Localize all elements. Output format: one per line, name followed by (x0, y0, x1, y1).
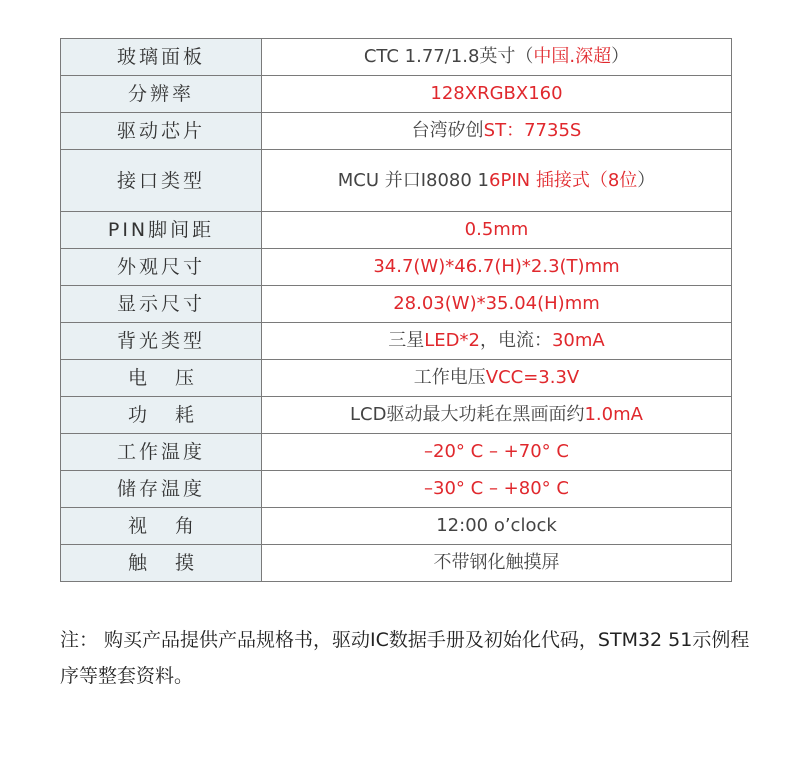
spec-label (61, 286, 262, 323)
spec-row (61, 545, 732, 582)
spec-label (61, 508, 262, 545)
spec-label (61, 39, 262, 76)
spec-label (61, 323, 262, 360)
spec-value (262, 508, 732, 545)
spec-label (61, 397, 262, 434)
spec-value-segment: 中国.深超 (533, 46, 612, 67)
spec-label-text: 背光类型 (116, 330, 205, 352)
spec-value (262, 150, 732, 212)
spec-label (61, 76, 262, 113)
spec-value-segment: MCU 并口I8080 1 (337, 169, 490, 191)
spec-value (262, 360, 732, 397)
spec-label (61, 434, 262, 471)
spec-value (262, 113, 732, 150)
spec-row (61, 249, 732, 286)
spec-label-text: 驱动芯片 (116, 120, 205, 142)
spec-value-segment: 28.03(W)*35.04(H)mm (393, 293, 600, 314)
spec-value-segment: 1.0mA (584, 404, 643, 425)
spec-row (61, 397, 732, 434)
spec-value-segment: 三星 (388, 330, 425, 351)
spec-label-text: PIN脚间距 (107, 219, 215, 241)
spec-label-text: 外观尺寸 (116, 256, 205, 278)
spec-row (61, 212, 732, 249)
spec-value-segment: ） (637, 169, 656, 191)
spec-row (61, 508, 732, 545)
spec-value-segment: ST：7735S (483, 120, 582, 141)
spec-value-segment: 台湾矽创 (411, 120, 484, 141)
spec-row (61, 113, 732, 150)
spec-label (61, 471, 262, 508)
spec-value (262, 323, 732, 360)
spec-value-segment: 工作电压 (413, 367, 486, 388)
spec-label-text: 分辨率 (127, 83, 194, 105)
spec-value (262, 545, 732, 582)
spec-value (262, 397, 732, 434)
spec-value-segment: 不带钢化触摸屏 (433, 552, 560, 573)
spec-value (262, 286, 732, 323)
spec-label (61, 545, 262, 582)
spec-value (262, 39, 732, 76)
spec-table (60, 38, 732, 582)
spec-value-segment: LCD驱动最大功耗在黑画面约 (350, 404, 585, 425)
spec-value (262, 212, 732, 249)
spec-value-segment: ） (611, 46, 630, 67)
spec-row (61, 434, 732, 471)
spec-value-segment: ，电流： (479, 330, 552, 351)
spec-row (61, 39, 732, 76)
spec-row (61, 76, 732, 113)
spec-value-segment: CTC 1.77/1.8英寸（ (363, 46, 534, 67)
spec-value-segment: 0.5mm (464, 219, 529, 240)
spec-value-segment: 34.7(W)*46.7(H)*2.3(T)mm (373, 256, 620, 277)
spec-label (61, 113, 262, 150)
spec-value-segment: 8位 (607, 169, 638, 191)
spec-value-segment: 30mA (551, 330, 605, 351)
footnote: 注： 购买产品提供产品规格书，驱动IC数据手册及初始化代码，STM32 51示例程序等整套资料。 (60, 629, 750, 687)
spec-value-segment: 12:00 o’clock (436, 515, 557, 536)
spec-row (61, 471, 732, 508)
spec-label-text: 电压 (127, 367, 222, 389)
spec-label-text: 显示尺寸 (116, 293, 205, 315)
spec-row (61, 286, 732, 323)
spec-value-segment: –20° C – +70° C (424, 441, 569, 462)
spec-value (262, 76, 732, 113)
spec-label (61, 360, 262, 397)
spec-label (61, 150, 262, 212)
spec-label (61, 249, 262, 286)
spec-label-text: 接口类型 (116, 169, 205, 192)
spec-label-text: 触摸 (127, 552, 222, 574)
spec-value-segment: –30° C – +80° C (424, 478, 569, 499)
spec-value-segment: 128XRGBX160 (430, 83, 563, 104)
spec-label-text: 视角 (127, 515, 222, 537)
spec-label-text: 工作温度 (116, 441, 205, 463)
spec-row (61, 323, 732, 360)
spec-label-text: 玻璃面板 (116, 46, 205, 68)
spec-value (262, 471, 732, 508)
spec-value-segment: 6PIN 插接式（ (489, 169, 608, 191)
spec-value-segment: VCC=3.3V (485, 367, 580, 388)
spec-label-text: 功耗 (127, 404, 222, 426)
spec-label (61, 212, 262, 249)
spec-row (61, 150, 732, 212)
spec-label-text: 储存温度 (116, 478, 205, 500)
spec-table-body (61, 39, 732, 582)
spec-row (61, 360, 732, 397)
spec-value-segment: LED*2 (424, 330, 480, 351)
spec-value (262, 249, 732, 286)
spec-value (262, 434, 732, 471)
